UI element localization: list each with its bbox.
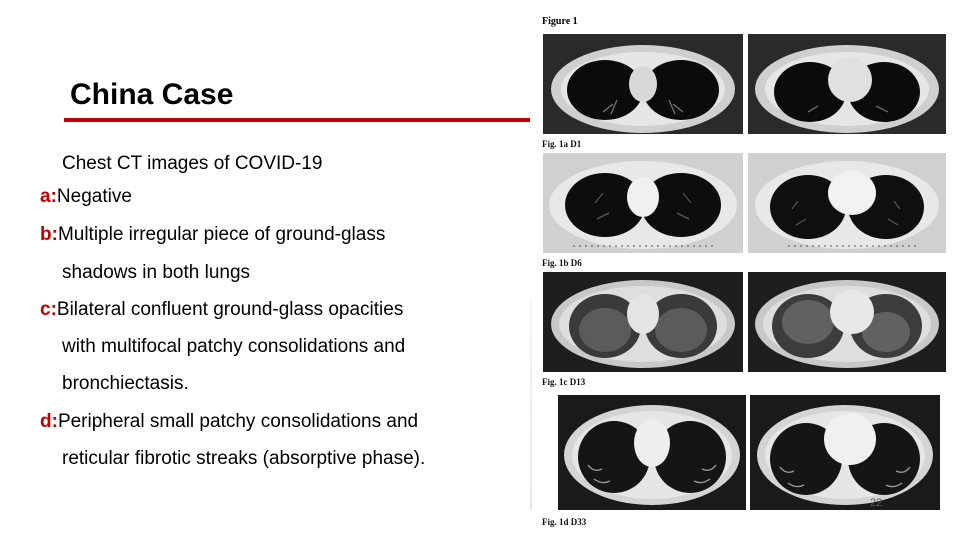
ct-image-1b-left — [543, 153, 743, 253]
item-d — [40, 412, 418, 431]
item-c-line-2: with multifocal patchy consolidations and — [62, 336, 406, 357]
item-a-marker: a: — [40, 186, 57, 207]
item-d-line-2: reticular fibrotic streaks (absorptive phase). — [62, 448, 426, 469]
item-c-marker: c: — [40, 299, 57, 320]
item-b-marker: b: — [40, 224, 58, 245]
item-a-line-1: Negative — [56, 186, 132, 207]
item-a — [40, 187, 132, 206]
item-b-line-2: shadows in both lungs — [62, 262, 251, 283]
title-underline — [64, 118, 530, 122]
item-b — [40, 225, 385, 244]
item-c — [40, 300, 403, 319]
ct-image-1b-right — [748, 153, 946, 253]
ct-image-1a-right — [748, 34, 946, 134]
slide-title: China Case — [70, 78, 234, 111]
caption-1b: Fig. 1b D6 — [542, 258, 582, 268]
page-number: 22 — [870, 497, 883, 509]
caption-1d: Fig. 1d D33 — [542, 517, 587, 527]
ct-image-1d-right — [750, 395, 940, 510]
ct-image-1d-left — [558, 395, 746, 510]
item-d-marker: d: — [40, 411, 58, 432]
caption-1a: Fig. 1a D1 — [542, 139, 582, 149]
ct-image-1c-left — [543, 272, 743, 372]
caption-1c: Fig. 1c D13 — [542, 377, 586, 387]
figure-title: Figure 1 — [542, 16, 578, 27]
item-d-line-1: Peripheral small patchy consolidations and — [57, 411, 419, 432]
ct-image-1a-left — [543, 34, 743, 134]
item-b-line-1: Multiple irregular piece of ground-glass — [57, 224, 386, 245]
item-c-line-1: Bilateral confluent ground-glass opacities — [56, 299, 404, 320]
item-c-line-3: bronchiectasis. — [62, 373, 189, 394]
intro-text: Chest CT images of COVID-19 — [62, 153, 323, 174]
ct-image-1c-right — [748, 272, 946, 372]
ct-figure — [532, 10, 952, 535]
